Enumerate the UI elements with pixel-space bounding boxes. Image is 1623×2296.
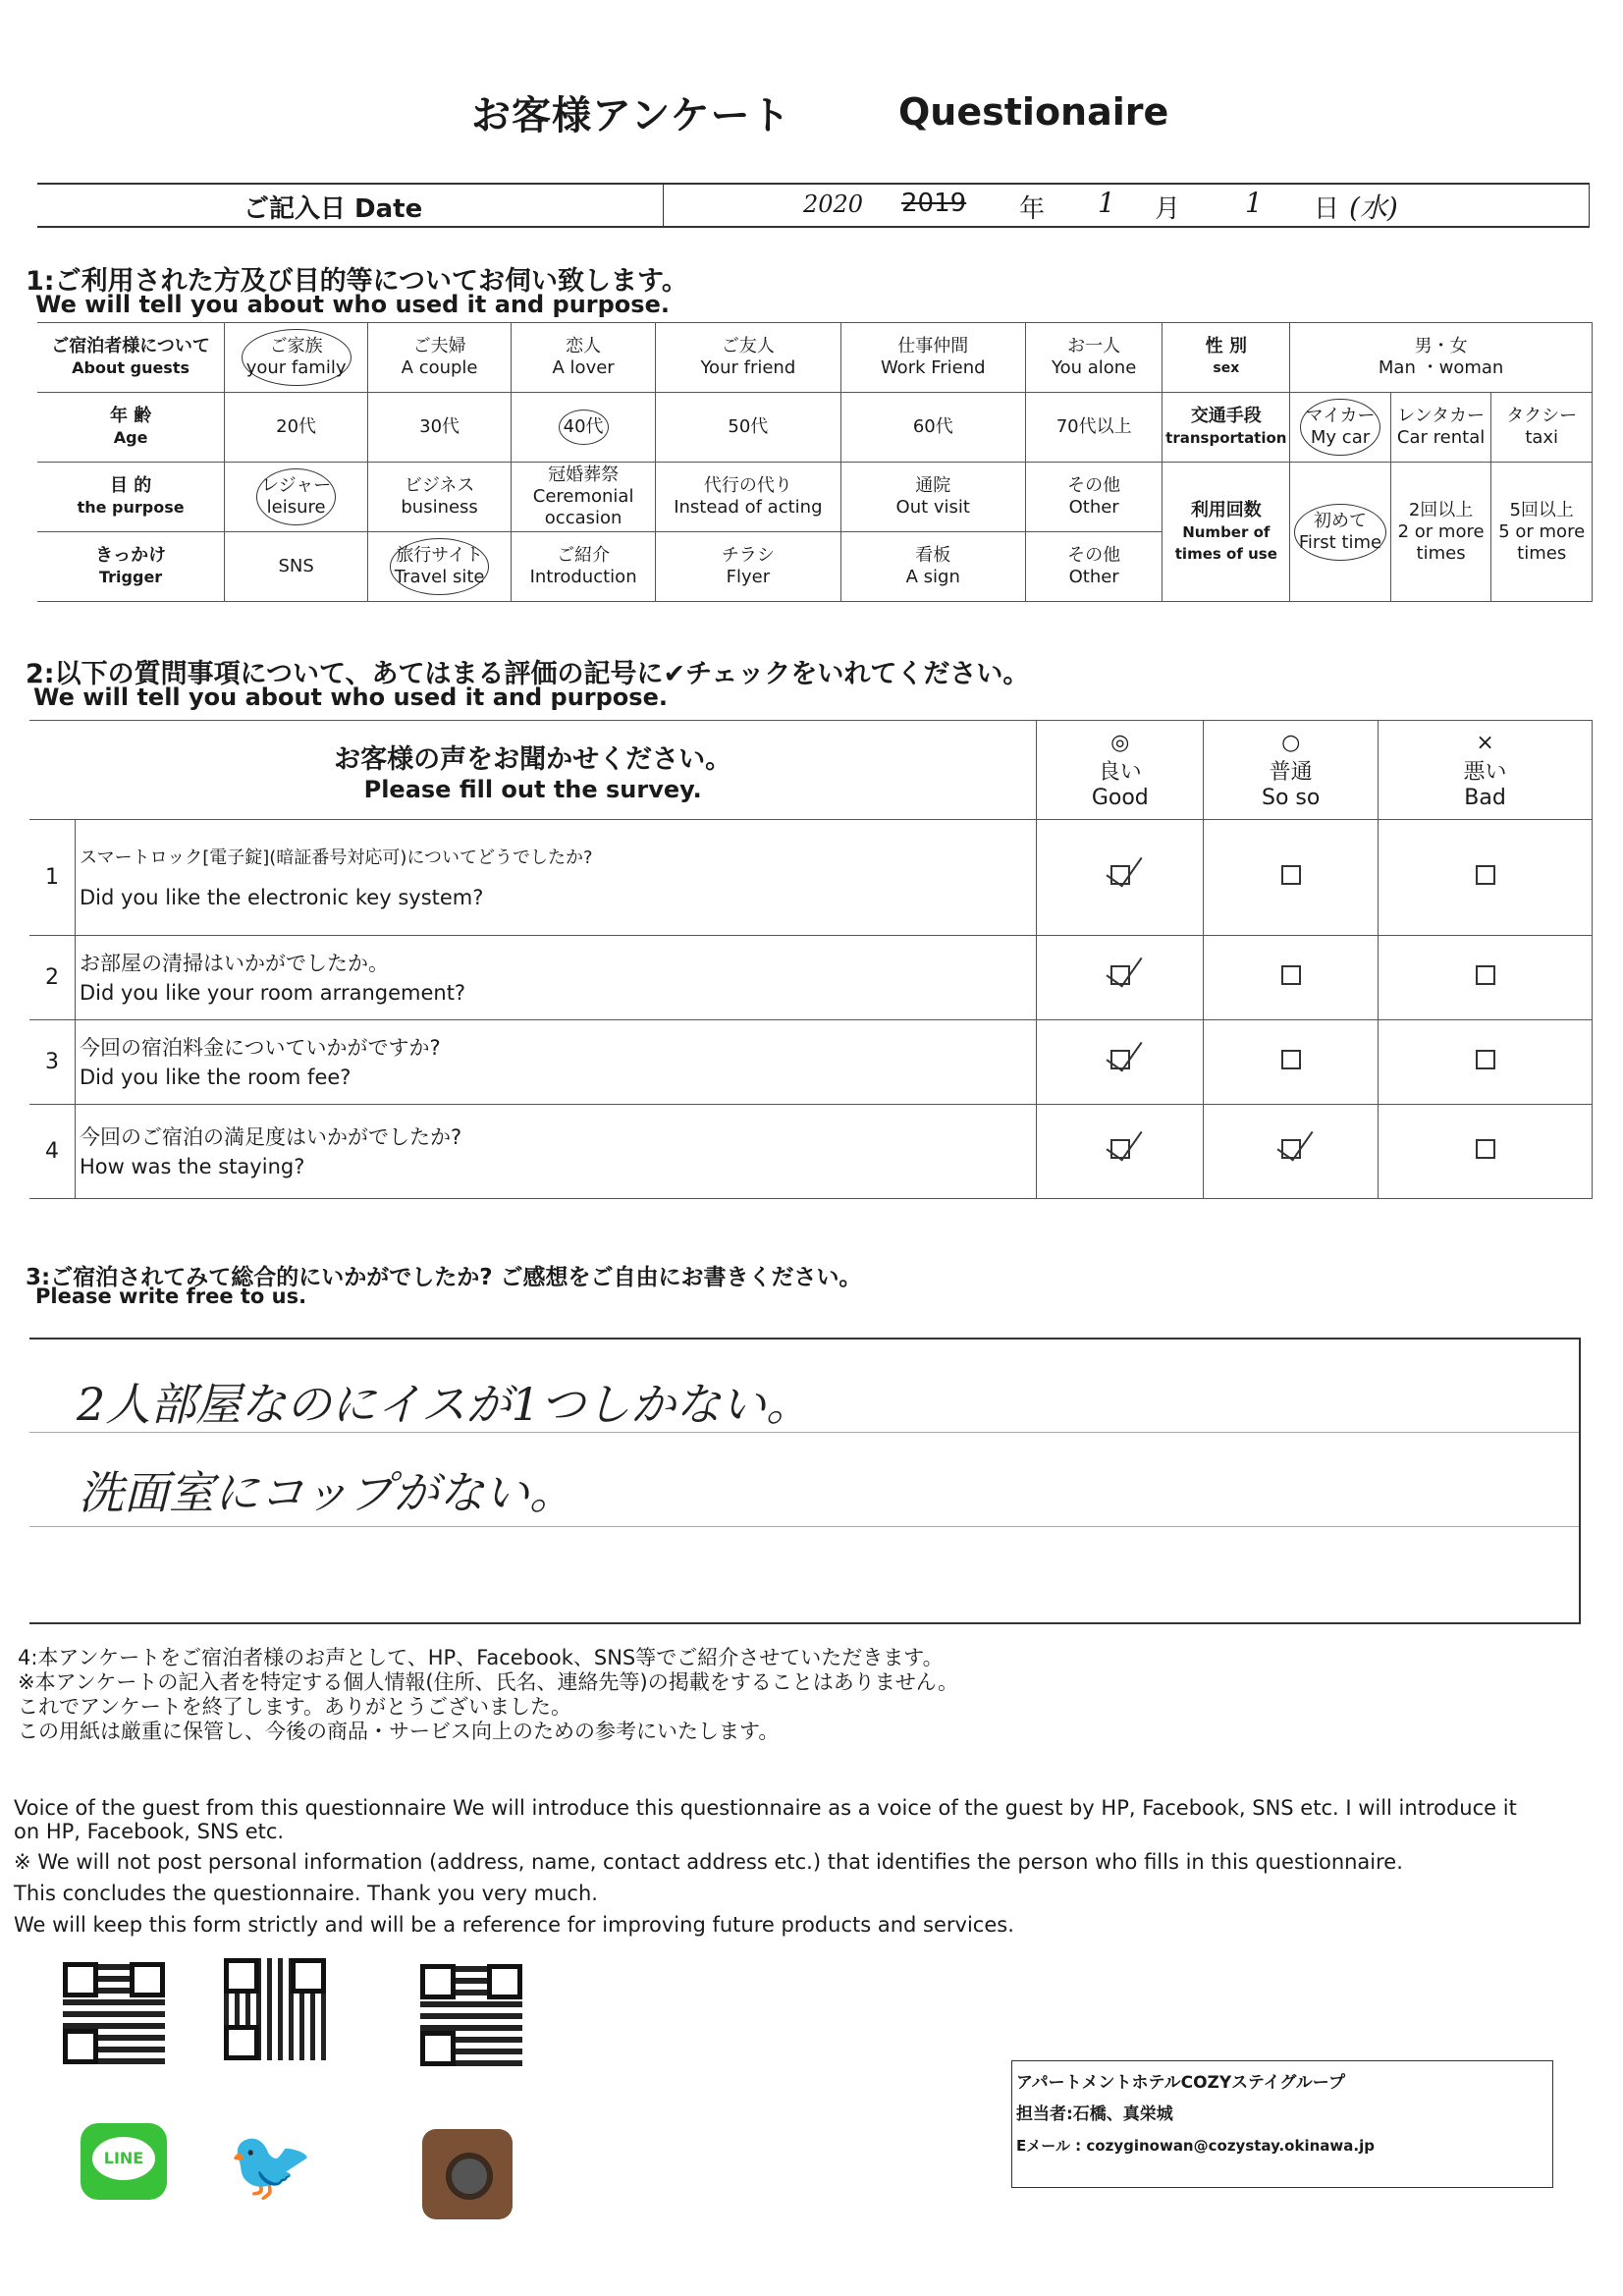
- checkbox-bad[interactable]: [1476, 865, 1495, 885]
- option-30s[interactable]: 30代: [368, 393, 512, 463]
- section1-heading-en: We will tell you about who used it and purpose.: [35, 291, 670, 318]
- contact-email[interactable]: Eメール : cozyginowan@cozystay.okinawa.jp: [1016, 2137, 1375, 2155]
- page-title-jp: お客様アンケート: [471, 93, 791, 138]
- date-month-unit: 月: [1155, 194, 1181, 224]
- checkbox-soso[interactable]: [1281, 1139, 1301, 1159]
- comment-box[interactable]: [29, 1338, 1581, 1624]
- checkbox-soso[interactable]: [1281, 1050, 1301, 1069]
- table-row: [29, 936, 1593, 1020]
- sex-options[interactable]: 男・女 Man ・woman: [1290, 323, 1593, 393]
- question-text: お部屋の清掃はいかがでしたか。 Did you like your room arrangement?: [75, 936, 1036, 1020]
- date-day-unit: 日: [1314, 194, 1340, 224]
- sex-label: 性 別 sex: [1163, 323, 1290, 393]
- question-number: 4: [29, 1105, 75, 1199]
- qr-code-line[interactable]: [63, 1962, 165, 2064]
- survey-header: お客様の声をお聞かせください。 Please fill out the survey.: [29, 721, 1037, 820]
- rating-soso-header: ○ 普通 So so: [1204, 721, 1379, 820]
- row-label-guests: ご宿泊者様について About guests: [37, 323, 225, 393]
- table-row: [29, 1020, 1593, 1105]
- option-60s[interactable]: 60代: [840, 393, 1025, 463]
- page-title-en: Questionaire: [898, 90, 1169, 134]
- option-taxi[interactable]: タクシー taxi: [1491, 393, 1593, 463]
- checkbox-soso[interactable]: [1281, 965, 1301, 985]
- option-couple[interactable]: ご夫婦 A couple: [368, 323, 512, 393]
- qr-code-instagram[interactable]: [420, 1964, 522, 2066]
- option-first-time[interactable]: 初めて First time: [1290, 463, 1391, 602]
- qr-code-twitter[interactable]: [224, 1958, 326, 2060]
- row-label-trigger: きっかけ Trigger: [37, 532, 225, 602]
- date-year-printed: 2019: [901, 189, 967, 218]
- checkbox-bad[interactable]: [1476, 1139, 1495, 1159]
- table-row: [29, 1105, 1593, 1199]
- option-5-or-more[interactable]: 5回以上 5 or more times: [1491, 463, 1593, 602]
- option-50s[interactable]: 50代: [656, 393, 841, 463]
- option-out-visit[interactable]: 通院 Out visit: [840, 463, 1025, 532]
- date-month: 1: [1098, 187, 1115, 219]
- transport-label: 交通手段 transportation: [1163, 393, 1290, 463]
- checkbox-soso[interactable]: [1281, 865, 1301, 885]
- option-alone[interactable]: お一人 You alone: [1025, 323, 1163, 393]
- option-40s[interactable]: 40代: [512, 393, 656, 463]
- option-instead-of-acting[interactable]: 代行の代り Instead of acting: [656, 463, 841, 532]
- date-bar: [37, 183, 1590, 228]
- date-weekday: (水): [1349, 191, 1398, 224]
- option-2-or-more[interactable]: 2回以上 2 or more times: [1390, 463, 1491, 602]
- twitter-bird-icon[interactable]: 🐦: [228, 2125, 314, 2206]
- contact-box: [1011, 2060, 1553, 2188]
- times-of-use-label: 利用回数 Number of times of use: [1163, 463, 1290, 602]
- option-lover[interactable]: 恋人 A lover: [512, 323, 656, 393]
- question-number: 2: [29, 936, 75, 1020]
- date-label: ご記入日 Date: [243, 194, 423, 224]
- section3-heading-en: Please write free to us.: [35, 1285, 307, 1308]
- comment-line-1: 2人部屋なのにイスが1つしかない。: [77, 1378, 812, 1431]
- option-other-trigger[interactable]: その他 Other: [1025, 532, 1163, 602]
- comment-line-2: 洗面室にコップがない。: [79, 1466, 575, 1519]
- option-work-friend[interactable]: 仕事仲間 Work Friend: [840, 323, 1025, 393]
- checkbox-good[interactable]: [1110, 1139, 1130, 1159]
- question-number: 1: [29, 820, 75, 936]
- checkbox-bad[interactable]: [1476, 1050, 1495, 1069]
- option-other-purpose[interactable]: その他 Other: [1025, 463, 1163, 532]
- date-year-handwritten: 2020: [803, 191, 864, 218]
- option-sns[interactable]: SNS: [225, 532, 368, 602]
- option-ceremonial[interactable]: 冠婚葬祭 Ceremonial occasion: [512, 463, 656, 532]
- row-label-purpose: 目 的 the purpose: [37, 463, 225, 532]
- rating-good-header: ◎ 良い Good: [1037, 721, 1204, 820]
- option-70s[interactable]: 70代以上: [1025, 393, 1163, 463]
- option-20s[interactable]: 20代: [225, 393, 368, 463]
- checkbox-good[interactable]: [1110, 1050, 1130, 1069]
- section2-heading-jp: 2:以下の質問事項について、あてはまる評価の記号に✔チェックをいれてください。: [26, 659, 1030, 689]
- table-row: [29, 820, 1593, 936]
- question-text: スマートロック[電子錠](暗証番号対応可)についてどうでしたか? Did you like the electronic key system?: [75, 820, 1036, 936]
- option-car-rental[interactable]: レンタカー Car rental: [1390, 393, 1491, 463]
- notes-en: Voice of the guest from this questionnaire We will introduce this questionnaire as a voice of the guest by HP, Facebook, SNS etc. I will introduce it on HP, Facebook, SNS etc. ※ We will not post personal information (address, name, contact address etc.) that identifies the person who fills in this questionnaire. This concludes the questionnaire. Thank you very much. We will keep this form strictly and will be a reference for improving future products and services.: [14, 1796, 1517, 1937]
- line-icon[interactable]: LINE: [81, 2123, 167, 2200]
- question-text: 今回の宿泊料金についていかがですか? Did you like the room fee?: [75, 1020, 1036, 1105]
- option-my-car[interactable]: マイカー My car: [1290, 393, 1391, 463]
- option-friend[interactable]: ご友人 Your friend: [656, 323, 841, 393]
- staff-names: 担当者:石橋、真栄城: [1016, 2105, 1173, 2124]
- question-text: 今回のご宿泊の満足度はいかがでしたか? How was the staying?: [75, 1105, 1036, 1199]
- option-introduction[interactable]: ご紹介 Introduction: [512, 532, 656, 602]
- checkbox-good[interactable]: [1110, 865, 1130, 885]
- section1-heading-jp: 1:ご利用された方及び目的等についてお伺い致します。: [26, 266, 688, 297]
- option-flyer[interactable]: チラシ Flyer: [656, 532, 841, 602]
- option-business[interactable]: ビジネス business: [368, 463, 512, 532]
- section3-heading-jp: 3:ご宿泊されてみて総合的にいかがでしたか? ご感想をご自由にお書きください。: [26, 1265, 862, 1290]
- checkbox-good[interactable]: [1110, 965, 1130, 985]
- option-leisure[interactable]: レジャー leisure: [225, 463, 368, 532]
- survey-table: [29, 720, 1593, 1199]
- rating-bad-header: × 悪い Bad: [1379, 721, 1593, 820]
- option-travel-site[interactable]: 旅行サイト Travel site: [368, 532, 512, 602]
- section2-heading-en: We will tell you about who used it and purpose.: [33, 683, 668, 711]
- option-sign[interactable]: 看板 A sign: [840, 532, 1025, 602]
- guest-info-table: [37, 322, 1593, 602]
- checkbox-bad[interactable]: [1476, 965, 1495, 985]
- option-family[interactable]: ご家族 your family: [225, 323, 368, 393]
- date-day: 1: [1245, 187, 1263, 219]
- notes-jp: 4:本アンケートをご宿泊者様のお声として、HP、Facebook、SNS等でご紹介させていただきます。 ※本アンケートの記入者を特定する個人情報(住所、氏名、連絡先等)の掲載をすることはありません。 これでアンケートを終了します。ありがとうございました。 この用紙は厳重に保管し、今後の商品・サービス向上のための参考にいたします。: [18, 1646, 958, 1743]
- row-label-age: 年 齢 Age: [37, 393, 225, 463]
- instagram-camera-icon[interactable]: [422, 2129, 513, 2219]
- question-number: 3: [29, 1020, 75, 1105]
- company-name: アパートメントホテルCOZYステイグループ: [1016, 2073, 1345, 2093]
- date-year-unit: 年: [1019, 194, 1046, 224]
